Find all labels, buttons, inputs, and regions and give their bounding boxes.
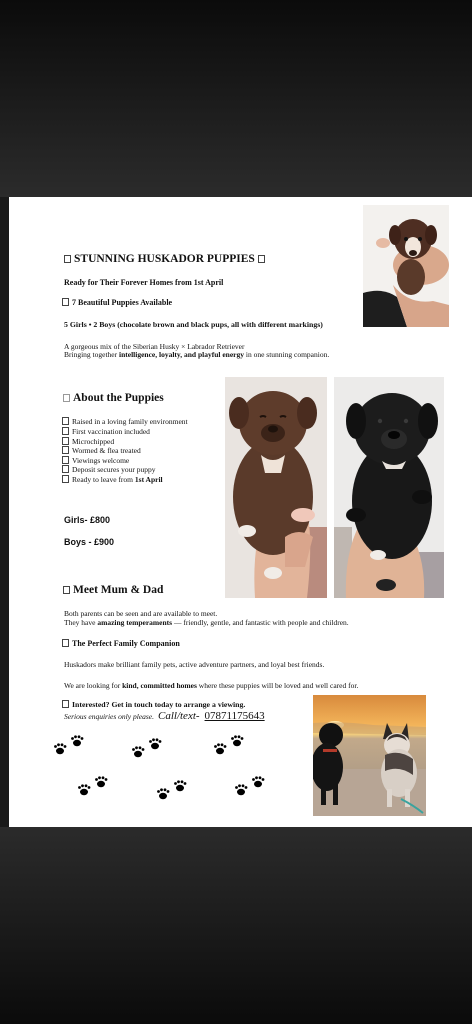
puppy-count-line xyxy=(62,298,172,308)
parents-heading-text: Meet Mum & Dad xyxy=(73,584,164,596)
litter-line: 5 Girls • 2 Boys (chocolate brown and black pups, all with different markings) xyxy=(64,320,323,329)
parents-line-2-bold: amazing temperaments xyxy=(97,618,173,627)
parents-line-2-pre: They have xyxy=(64,618,98,627)
serious-note: Serious enquiries only please. xyxy=(64,712,154,721)
about-heading xyxy=(63,391,164,405)
about-item-ready xyxy=(62,475,163,485)
puppy-count-text: 7 Beautiful Puppies Available xyxy=(72,298,173,307)
checkmark-emoji-icon xyxy=(62,417,69,425)
checkmark-emoji-icon xyxy=(62,446,69,454)
screen-top-dark-band xyxy=(0,0,472,197)
price-girls: Girls- £800 xyxy=(64,515,111,525)
family-heading-text: The Perfect Family Companion xyxy=(72,639,180,648)
intro-line-2-bold: intelligence, loyalty, and playful energy xyxy=(119,350,244,359)
intro-line-2-pre: Bringing together xyxy=(64,350,119,359)
phone-emoji-icon xyxy=(62,700,69,708)
call-label: Call/text- xyxy=(158,710,200,722)
black-puppy-photo xyxy=(334,377,444,598)
paw-pair-icon xyxy=(77,773,111,799)
ready-pre: Ready to leave from xyxy=(72,475,135,484)
about-item xyxy=(62,465,156,475)
flyer-title-text: STUNNING HUSKADOR PUPPIES xyxy=(74,253,255,265)
intro-line-2-post: in one stunning companion. xyxy=(244,350,330,359)
paw-emoji-icon xyxy=(62,298,69,306)
family-line: Huskadors make brilliant family pets, active adventure partners, and loyal best friends. xyxy=(64,660,325,669)
about-item-text: Deposit secures your puppy xyxy=(72,465,156,474)
intro-line-2 xyxy=(64,350,329,360)
ready-date: 1st April xyxy=(134,475,163,484)
parents-line-2 xyxy=(64,618,349,628)
house-emoji-icon xyxy=(62,639,69,647)
contact-line xyxy=(64,711,265,722)
screen-bottom-dark-band xyxy=(0,827,472,1024)
parents-heading xyxy=(63,583,163,597)
homes-bold: kind, committed homes xyxy=(122,681,197,690)
paw-pair-icon xyxy=(234,773,268,799)
chocolate-puppy-photo xyxy=(225,377,327,598)
parents-beach-photo xyxy=(313,695,426,816)
heart-emoji-icon xyxy=(63,586,70,594)
phone-number: 07871175643 xyxy=(204,710,265,722)
parents-line-1: Both parents can be seen and are available to meet. xyxy=(64,609,218,618)
contact-heading-text: Interested? Get in touch today to arrange a viewing. xyxy=(72,700,246,709)
about-item-text: Wormed & flea treated xyxy=(72,446,141,455)
about-item-text: First vaccination included xyxy=(72,427,150,436)
checkmark-emoji-icon xyxy=(62,465,69,473)
sparkle-emoji-icon xyxy=(63,394,70,402)
intro-line-1: A gorgeous mix of the Siberian Husky × Labrador Retriever xyxy=(64,342,245,351)
flyer-subtitle: Ready for Their Forever Homes from 1st April xyxy=(64,278,224,287)
paw-pair-icon xyxy=(156,777,190,803)
about-item xyxy=(62,427,150,437)
about-heading-text: About the Puppies xyxy=(73,392,164,404)
checkmark-emoji-icon xyxy=(62,456,69,464)
homes-pre: We are looking for xyxy=(64,681,123,690)
about-item-text: Raised in a loving family environment xyxy=(72,417,188,426)
homes-post: where these puppies will be loved and well cared for. xyxy=(196,681,359,690)
checkmark-emoji-icon xyxy=(62,437,69,445)
about-item-text: Microchipped xyxy=(72,437,115,446)
flyer-title xyxy=(64,252,268,266)
contact-heading xyxy=(62,700,245,710)
parents-line-2-post: — friendly, gentle, and fantastic with people and children. xyxy=(172,618,349,627)
checkmark-emoji-icon xyxy=(62,427,69,435)
paw-pair-icon xyxy=(131,735,165,761)
family-heading xyxy=(62,639,180,649)
checkmark-emoji-icon xyxy=(62,475,69,483)
paw-pair-icon xyxy=(213,732,247,758)
sparkle-emoji-icon xyxy=(64,255,71,263)
puppy-flyer xyxy=(9,197,472,827)
about-item-text: Viewings welcome xyxy=(72,456,130,465)
puppy-photo-held xyxy=(363,205,449,327)
paw-pair-icon xyxy=(53,732,87,758)
sparkle-emoji-icon xyxy=(258,255,265,263)
price-boys: Boys - £900 xyxy=(64,537,115,547)
about-item xyxy=(62,417,188,427)
homes-line xyxy=(64,681,358,691)
about-item xyxy=(62,446,141,456)
